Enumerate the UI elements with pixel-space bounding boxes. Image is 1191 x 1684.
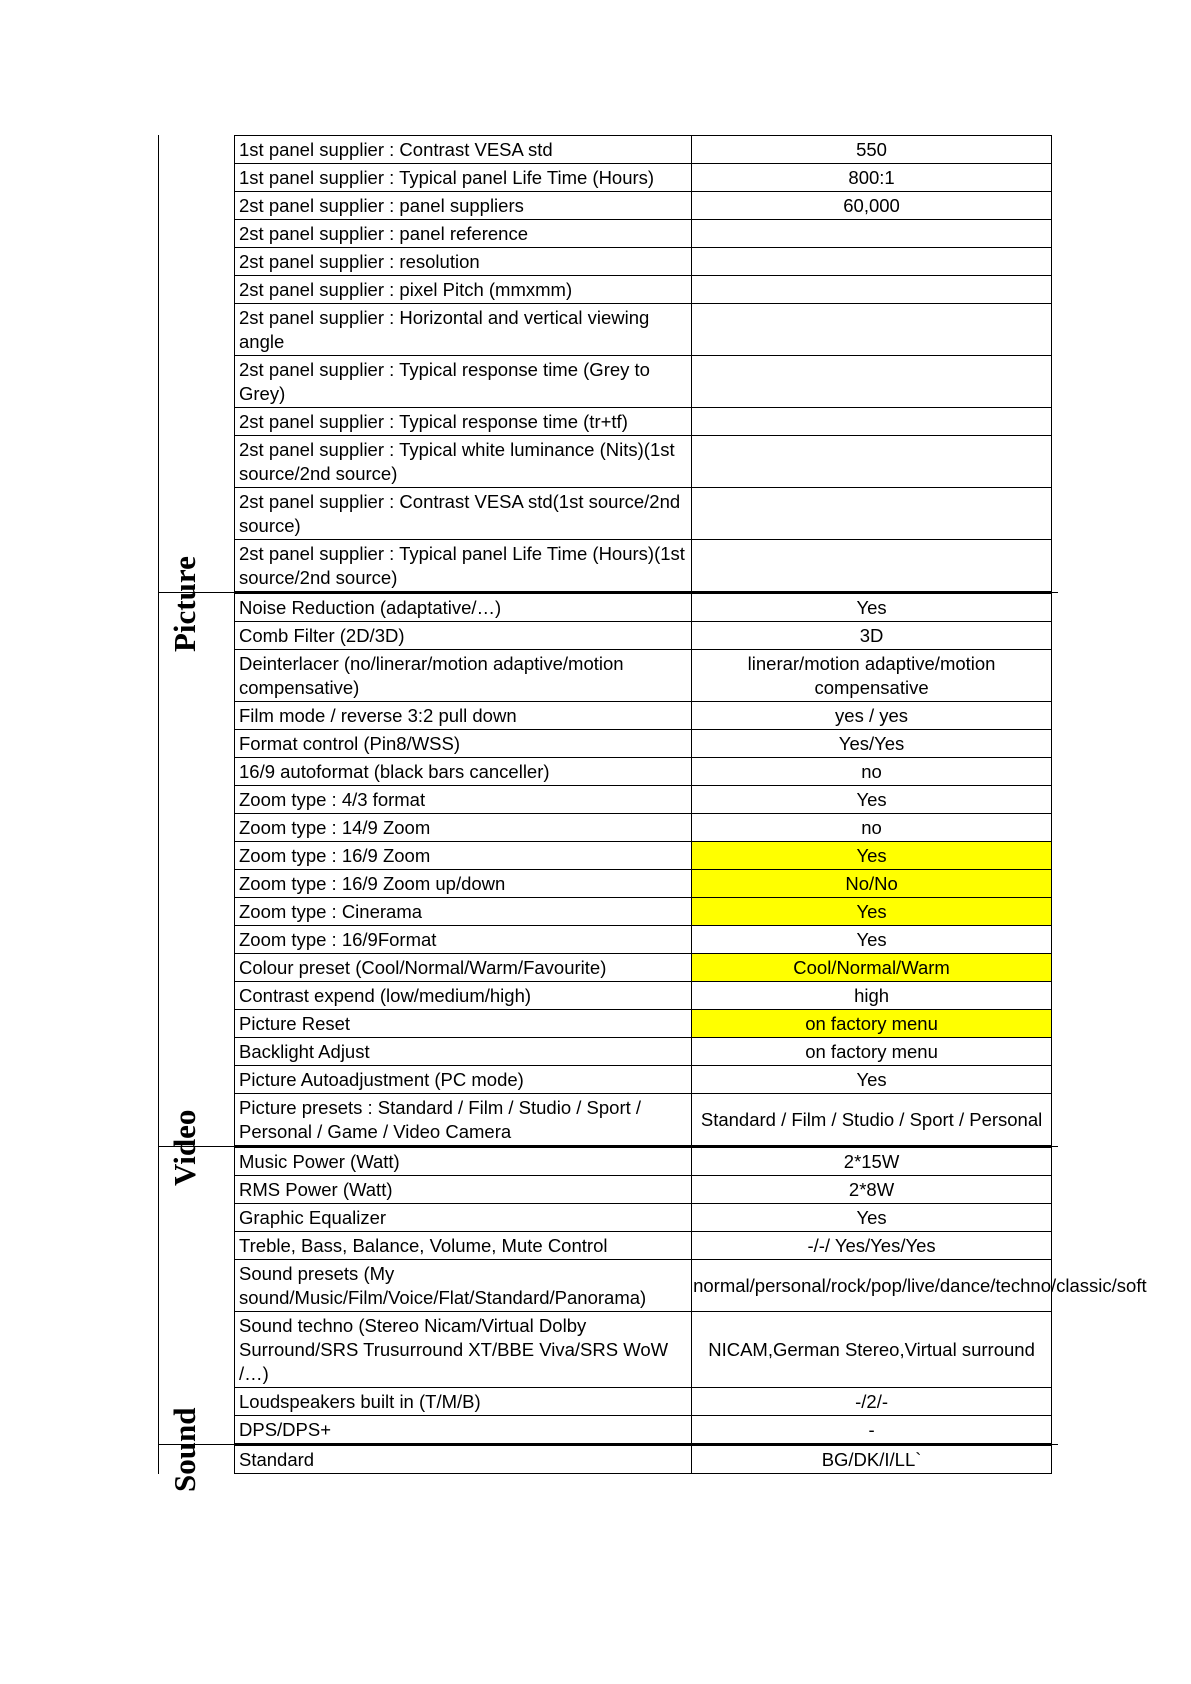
table-row (235, 870, 1052, 898)
spec-cell: 2st panel supplier : Contrast VESA std(1st source/2nd source) (235, 488, 692, 540)
table-row (235, 650, 1052, 702)
table-row (235, 1010, 1052, 1038)
spec-cell: Film mode / reverse 3:2 pull down (235, 702, 692, 730)
table-row (235, 488, 1052, 540)
value-cell (692, 436, 1052, 488)
table-row (235, 192, 1052, 220)
spec-table (234, 135, 1052, 592)
value-cell: - (692, 1416, 1052, 1444)
value-cell: on factory menu (692, 1038, 1052, 1066)
section-side-column (158, 135, 237, 652)
value-cell: yes / yes (692, 702, 1052, 730)
value-cell (692, 408, 1052, 436)
table-row (235, 164, 1052, 192)
spec-cell: 2st panel supplier : Typical white luminance (Nits)(1st source/2nd source) (235, 436, 692, 488)
value-cell (692, 248, 1052, 276)
table-row (235, 1416, 1052, 1444)
value-cell: -/2/- (692, 1388, 1052, 1416)
value-cell: Yes (692, 1204, 1052, 1232)
spec-cell: Noise Reduction (adaptative/…) (235, 594, 692, 622)
table-row (235, 1446, 1052, 1474)
table-row (235, 594, 1052, 622)
value-cell (692, 304, 1052, 356)
spec-cell: Zoom type : 4/3 format (235, 786, 692, 814)
table-row (235, 898, 1052, 926)
value-cell: -/-/ Yes/Yes/Yes (692, 1232, 1052, 1260)
table-row (235, 842, 1052, 870)
value-cell (692, 356, 1052, 408)
value-cell: 2*8W (692, 1176, 1052, 1204)
section-side-column (158, 1445, 237, 1474)
value-cell: Yes (692, 842, 1052, 870)
value-cell: 800:1 (692, 164, 1052, 192)
section-label-text: Video (167, 1109, 202, 1186)
spec-cell: Graphic Equalizer (235, 1204, 692, 1232)
value-cell: Yes/Yes (692, 730, 1052, 758)
spec-table (234, 1147, 1147, 1444)
value-cell: 3D (692, 622, 1052, 650)
value-cell: 2*15W (692, 1148, 1052, 1176)
value-cell: no (692, 814, 1052, 842)
table-row (235, 982, 1052, 1010)
value-cell: Yes (692, 898, 1052, 926)
spec-cell: 2st panel supplier : panel reference (235, 220, 692, 248)
spec-cell: Zoom type : Cinerama (235, 898, 692, 926)
table-row (235, 702, 1052, 730)
value-cell (692, 220, 1052, 248)
table-row (235, 1312, 1052, 1388)
spec-cell: 2st panel supplier : panel suppliers (235, 192, 692, 220)
table-row (235, 786, 1052, 814)
spec-cell: 2st panel supplier : pixel Pitch (mmxmm) (235, 276, 692, 304)
spec-cell: Picture Autoadjustment (PC mode) (235, 1066, 692, 1094)
spec-cell: Picture Reset (235, 1010, 692, 1038)
value-cell: linerar/motion adaptive/motion compensative (692, 650, 1052, 702)
spec-cell: Comb Filter (2D/3D) (235, 622, 692, 650)
spec-cell: Music Power (Watt) (235, 1148, 692, 1176)
table-row (235, 1176, 1052, 1204)
section-other (158, 1444, 1058, 1474)
spec-cell: Zoom type : 16/9 Zoom (235, 842, 692, 870)
value-cell: NICAM,German Stereo,Virtual surround (692, 1312, 1052, 1388)
spec-cell: 2st panel supplier : resolution (235, 248, 692, 276)
section-label-text: Sound (167, 1407, 202, 1492)
value-cell: No/No (692, 870, 1052, 898)
spec-cell: Contrast expend (low/medium/high) (235, 982, 692, 1010)
spec-cell: Standard (235, 1446, 692, 1474)
spec-cell: 2st panel supplier : Typical panel Life Time (Hours)(1st source/2nd source) (235, 540, 692, 592)
table-row (235, 1388, 1052, 1416)
section-side-column (158, 593, 237, 1186)
spec-cell: Zoom type : 16/9Format (235, 926, 692, 954)
spec-cell: 2st panel supplier : Typical response time (tr+tf) (235, 408, 692, 436)
spec-cell: 1st panel supplier : Typical panel Life Time (Hours) (235, 164, 692, 192)
table-row (235, 730, 1052, 758)
table-row (235, 1260, 1052, 1312)
table-row (235, 276, 1052, 304)
value-cell (692, 540, 1052, 592)
table-row (235, 304, 1052, 356)
value-cell: Standard / Film / Studio / Sport / Personal (692, 1094, 1052, 1146)
table-row (235, 814, 1052, 842)
spec-cell: DPS/DPS+ (235, 1416, 692, 1444)
spec-cell: Sound techno (Stereo Nicam/Virtual Dolby Surround/SRS Trusurround XT/BBE Viva/SRS WoW /…) (235, 1312, 692, 1388)
table-row (235, 954, 1052, 982)
spec-table (234, 1445, 1052, 1474)
value-cell: BG/DK/I/LL` (692, 1446, 1052, 1474)
spec-cell: RMS Power (Watt) (235, 1176, 692, 1204)
value-cell: Cool/Normal/Warm (692, 954, 1052, 982)
value-cell: Yes (692, 594, 1052, 622)
table-row (235, 356, 1052, 408)
table-row (235, 1204, 1052, 1232)
spec-cell: 2st panel supplier : Horizontal and vertical viewing angle (235, 304, 692, 356)
value-cell: high (692, 982, 1052, 1010)
spec-cell: Zoom type : 16/9 Zoom up/down (235, 870, 692, 898)
spec-cell: Colour preset (Cool/Normal/Warm/Favourite) (235, 954, 692, 982)
section-side-column (158, 1147, 237, 1492)
value-cell: no (692, 758, 1052, 786)
spec-cell: Format control (Pin8/WSS) (235, 730, 692, 758)
table-row (235, 1232, 1052, 1260)
spec-cell: Deinterlacer (no/linerar/motion adaptive/motion compensative) (235, 650, 692, 702)
table-row (235, 540, 1052, 592)
table-row (235, 408, 1052, 436)
value-cell: 60,000 (692, 192, 1052, 220)
spec-table (234, 593, 1052, 1146)
table-row (235, 1094, 1052, 1146)
value-cell: Yes (692, 926, 1052, 954)
value-cell: normal/personal/rock/pop/live/dance/techno/classic/soft (692, 1260, 1052, 1312)
spec-cell: Treble, Bass, Balance, Volume, Mute Control (235, 1232, 692, 1260)
spec-cell: Picture presets : Standard / Film / Studio / Sport / Personal / Game / Video Camera (235, 1094, 692, 1146)
table-row (235, 758, 1052, 786)
value-cell (692, 276, 1052, 304)
table-row (235, 1148, 1052, 1176)
table-row (235, 220, 1052, 248)
value-cell: 550 (692, 136, 1052, 164)
value-cell: on factory menu (692, 1010, 1052, 1038)
table-row (235, 436, 1052, 488)
spec-cell: Zoom type : 14/9 Zoom (235, 814, 692, 842)
table-row (235, 1066, 1052, 1094)
table-row (235, 926, 1052, 954)
table-row (235, 1038, 1052, 1066)
value-cell: Yes (692, 786, 1052, 814)
section-label-text: Picture (167, 556, 202, 652)
spec-cell: 16/9 autoformat (black bars canceller) (235, 758, 692, 786)
spec-cell: 1st panel supplier : Contrast VESA std (235, 136, 692, 164)
value-cell: Yes (692, 1066, 1052, 1094)
spec-cell: Backlight Adjust (235, 1038, 692, 1066)
table-row (235, 136, 1052, 164)
table-row (235, 622, 1052, 650)
value-cell (692, 488, 1052, 540)
table-row (235, 248, 1052, 276)
spec-sheet (158, 135, 1147, 1492)
spec-cell: 2st panel supplier : Typical response time (Grey to Grey) (235, 356, 692, 408)
spec-cell: Loudspeakers built in (T/M/B) (235, 1388, 692, 1416)
spec-cell: Sound presets (My sound/Music/Film/Voice/Flat/Standard/Panorama) (235, 1260, 692, 1312)
